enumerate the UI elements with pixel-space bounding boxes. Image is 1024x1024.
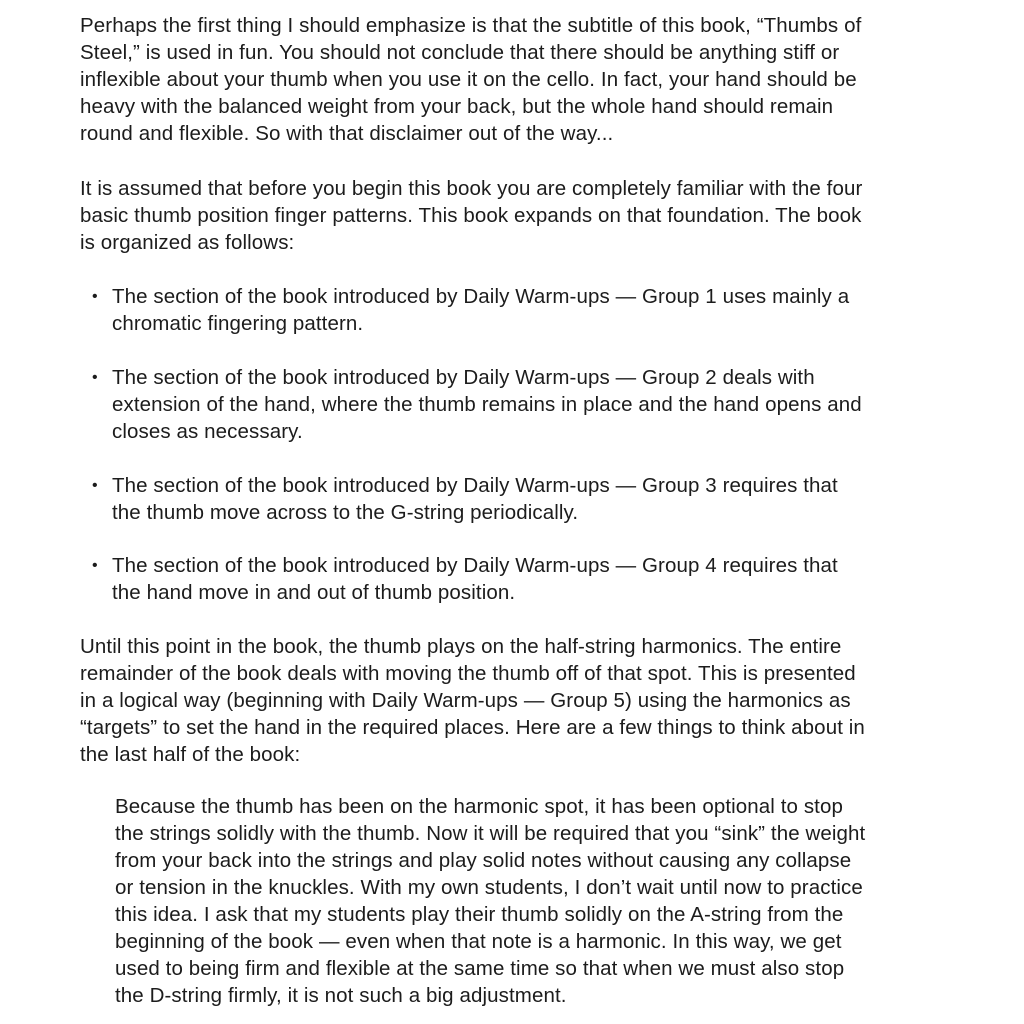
list-item-group-3 — [92, 472, 952, 526]
bullet-icon: • — [92, 369, 98, 386]
list-item-text: The section of the book introduced by Daily Warm-ups — Group 1 uses mainly a chromatic fingering pattern. — [112, 285, 850, 335]
organization-paragraph: It is assumed that before you begin this book you are completely familiar with the four basic thumb position finger patterns. This book expands on that foundation. The book is organized as follows: — [80, 177, 863, 254]
harmonics-paragraph: Until this point in the book, the thumb plays on the half-string harmonics. The entire remainder of the book deals with moving the thumb off of that spot. This is presented in a logical way (beginning with Daily Warm-ups — Group 5) using the harmonics as “targets” to set the hand in the required places. Here are a few things to think about in the last half of the book: — [80, 635, 865, 766]
list-item-text: The section of the book introduced by Daily Warm-ups — Group 2 deals with extension of the hand, where the thumb remains in place and the hand opens and closes as necessary. — [112, 366, 862, 443]
bullet-icon: • — [92, 477, 98, 494]
intro-paragraph: Perhaps the first thing I should emphasize is that the subtitle of this book, “Thumbs of Steel,” is used in fun. You should not conclude that there should be anything stiff or inflexible about your thumb when you use it on the cello. In fact, your hand should be heavy with the balanced weight from your back, but the whole hand should remain round and flexible. So with that disclaimer out of the way... — [80, 14, 862, 145]
list-item-group-1 — [92, 283, 952, 337]
bullet-icon: • — [92, 557, 98, 574]
list-item-text: The section of the book introduced by Daily Warm-ups — Group 4 requires that the hand move in and out of thumb position. — [112, 554, 838, 604]
list-item-text: The section of the book introduced by Daily Warm-ups — Group 3 requires that the thumb move across to the G-string periodically. — [112, 474, 838, 524]
list-item-group-4 — [92, 552, 952, 606]
list-item-group-2 — [92, 364, 952, 445]
bullet-icon: • — [92, 288, 98, 305]
indented-paragraph: Because the thumb has been on the harmonic spot, it has been optional to stop the strings solidly with the thumb. Now it will be required that you “sink” the weight from your back into the strings and play solid notes without causing any collapse or tension in the knuckles. With my own students, I don’t wait until now to practice this idea. I ask that my students play their thumb solidly on the A-string from the beginning of the book — even when that note is a harmonic. In this way, we get used to being firm and flexible at the same time so that when we must also stop the D-string firmly, it is not such a big adjustment. — [115, 795, 866, 1007]
